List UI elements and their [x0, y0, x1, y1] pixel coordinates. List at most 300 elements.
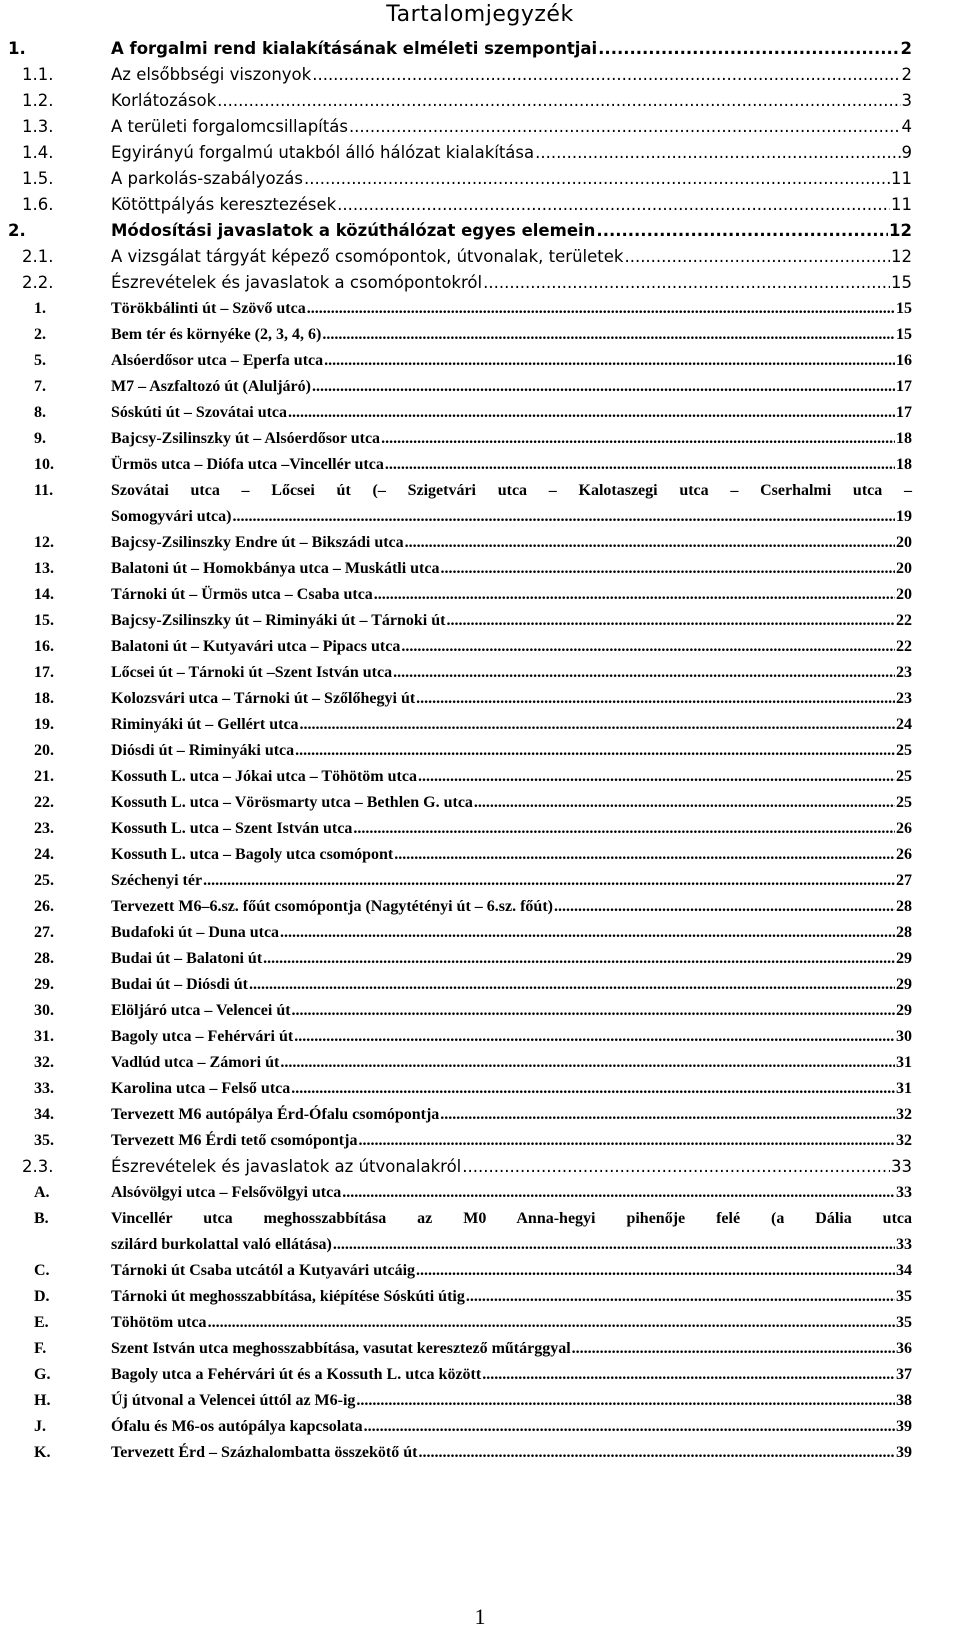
dot-leader	[333, 1232, 895, 1258]
dot-leader	[401, 634, 895, 660]
dot-leader	[624, 244, 890, 270]
toc-entry-number: 26.	[34, 898, 54, 915]
toc-entry-body	[111, 1076, 912, 1102]
toc-entry[interactable]	[0, 1076, 960, 1102]
dot-leader	[249, 972, 895, 998]
toc-entry-body	[111, 660, 912, 686]
toc-entry-page: 18	[896, 430, 912, 447]
dot-leader	[381, 426, 895, 452]
toc-entry-title: Módosítási javaslatok a közúthálózat egyes elemein	[111, 221, 596, 240]
toc-entry-number: 2.2.	[22, 273, 54, 292]
toc-entry-page: 4	[901, 117, 912, 136]
toc-entry-body	[111, 868, 912, 894]
toc-entry-title: Budafoki út – Duna utca	[111, 924, 280, 941]
toc-entry-number: 34.	[34, 1106, 54, 1123]
toc-entry-body	[111, 842, 912, 868]
toc-entry-title: Tárnoki út Csaba utcától a Kutyavári utcáig	[111, 1262, 416, 1279]
dot-leader	[483, 270, 890, 296]
toc-entry-page: 15	[896, 326, 912, 343]
toc-entry-page: 27	[896, 872, 912, 889]
dot-leader	[300, 712, 895, 738]
dot-leader	[405, 530, 895, 556]
toc-entry[interactable]	[0, 1180, 960, 1206]
toc-entry-title: Kossuth L. utca – Jókai utca – Töhötöm utca	[111, 768, 417, 785]
toc-entry-body	[111, 62, 912, 88]
toc-entry-number: 25.	[34, 872, 54, 889]
toc-entry[interactable]	[0, 1128, 960, 1154]
toc-entry[interactable]	[0, 1206, 960, 1258]
toc-entry-number: B.	[34, 1210, 49, 1227]
toc-entry-page: 33	[896, 1236, 912, 1253]
toc-entry-number: 11.	[34, 482, 54, 499]
toc-entry-title: Észrevételek és javaslatok az útvonalakról	[111, 1157, 462, 1176]
toc-entry-number: F.	[34, 1340, 47, 1357]
toc-entry-body	[111, 738, 912, 764]
toc-entry-number: 2.3.	[22, 1157, 54, 1176]
toc-entry-body	[111, 634, 912, 660]
dot-leader	[418, 764, 895, 790]
toc-entry-title: Tervezett Érd – Százhalombatta összekötő út	[111, 1444, 418, 1461]
toc-entry-number: 30.	[34, 1002, 54, 1019]
toc-entry-body	[111, 1206, 912, 1258]
toc-entry-number: 2.1.	[22, 247, 54, 266]
toc-entry-page: 29	[896, 1002, 912, 1019]
toc-entry-page: 33	[896, 1184, 912, 1201]
toc-entry-body	[111, 36, 912, 62]
toc-entry-body	[111, 1310, 912, 1336]
toc-entry[interactable]	[0, 920, 960, 946]
toc-entry-body	[111, 530, 912, 556]
toc-entry-number: C.	[34, 1262, 50, 1279]
toc-entry-title: Balatoni út – Kutyavári utca – Pipacs utca	[111, 638, 401, 655]
toc-entry-body	[111, 920, 912, 946]
toc-entry-body	[111, 894, 912, 920]
table-of-contents	[0, 36, 960, 1466]
toc-entry-title: Alsóvölgyi utca – Felsővölgyi utca	[111, 1184, 342, 1201]
toc-entry[interactable]	[0, 426, 960, 452]
toc-entry-title: Ürmös utca – Diófa utca –Vincellér utca	[111, 456, 384, 473]
toc-entry-title: Riminyáki út – Gellért utca	[111, 716, 299, 733]
toc-entry[interactable]	[0, 1336, 960, 1362]
toc-entry-number: 7.	[34, 378, 46, 395]
dot-leader	[291, 1076, 895, 1102]
toc-entry-body	[111, 556, 912, 582]
toc-entry-number: 1.	[8, 39, 26, 58]
toc-entry-page: 20	[896, 534, 912, 551]
toc-entry-page: 26	[896, 846, 912, 863]
toc-entry-title: Balatoni út – Homokbánya utca – Muskátli utca	[111, 560, 440, 577]
toc-entry-title-continued: szilárd burkolattal való ellátása)	[111, 1236, 332, 1253]
dot-leader	[358, 1128, 895, 1154]
toc-entry-title: Széchenyi tér	[111, 872, 203, 889]
toc-entry-number: 31.	[34, 1028, 54, 1045]
dot-leader	[280, 920, 895, 946]
toc-entry-title: Vadlúd utca – Zámori út	[111, 1054, 280, 1071]
dot-leader	[263, 946, 895, 972]
toc-entry-number: A.	[34, 1184, 50, 1201]
dot-leader	[474, 790, 895, 816]
dot-leader	[203, 868, 895, 894]
toc-entry-page: 38	[896, 1392, 912, 1409]
dot-leader	[466, 1284, 895, 1310]
toc-entry[interactable]	[0, 1102, 960, 1128]
dot-leader	[353, 816, 895, 842]
dot-leader	[598, 36, 899, 62]
toc-entry[interactable]	[0, 1154, 960, 1180]
dot-leader	[307, 296, 895, 322]
toc-entry-page: 11	[891, 169, 912, 188]
toc-entry-body	[111, 322, 912, 348]
dot-leader	[288, 400, 895, 426]
toc-entry-body	[111, 712, 912, 738]
toc-entry-body	[111, 1024, 912, 1050]
toc-entry-body	[111, 608, 912, 634]
toc-entry-page: 25	[896, 742, 912, 759]
toc-entry-page: 17	[896, 378, 912, 395]
toc-entry-page: 11	[891, 195, 912, 214]
toc-entry-number: 8.	[34, 404, 46, 421]
toc-entry[interactable]	[0, 452, 960, 478]
toc-entry[interactable]	[0, 296, 960, 322]
toc-entry[interactable]	[0, 36, 960, 62]
dot-leader	[385, 452, 895, 478]
toc-entry-body	[111, 1050, 912, 1076]
toc-entry-title: Szovátai utca – Lőcsei út (– Szigetvári utca – Kalotaszegi utca – Cserhalmi utca –	[111, 482, 912, 499]
toc-entry-page: 35	[896, 1288, 912, 1305]
dot-leader	[364, 1414, 895, 1440]
toc-entry-body	[111, 1284, 912, 1310]
toc-entry-number: 20.	[34, 742, 54, 759]
toc-entry-page: 15	[891, 273, 912, 292]
toc-entry-page: 35	[896, 1314, 912, 1331]
toc-entry-body	[111, 686, 912, 712]
toc-entry-page: 34	[896, 1262, 912, 1279]
dot-leader	[416, 1258, 895, 1284]
toc-entry-page: 22	[896, 638, 912, 655]
toc-entry-number: 24.	[34, 846, 54, 863]
toc-entry-body	[111, 1258, 912, 1284]
toc-entry[interactable]	[0, 88, 960, 114]
toc-entry-title: Elöljáró utca – Velencei út	[111, 1002, 291, 1019]
toc-entry-title: Törökbálinti út – Szövő utca	[111, 300, 306, 317]
dot-leader	[208, 1310, 895, 1336]
toc-entry[interactable]	[0, 842, 960, 868]
toc-entry[interactable]	[0, 62, 960, 88]
toc-entry-title: Egyirányú forgalmú utakból álló hálózat kialakítása	[111, 143, 535, 162]
toc-entry-title: Bem tér és környéke (2, 3, 4, 6)	[111, 326, 322, 343]
toc-entry[interactable]	[0, 790, 960, 816]
toc-entry[interactable]	[0, 270, 960, 296]
toc-entry-body	[111, 972, 912, 998]
toc-entry-page: 2	[901, 65, 912, 84]
toc-entry[interactable]	[0, 1362, 960, 1388]
toc-entry[interactable]	[0, 140, 960, 166]
toc-entry-title: Tervezett M6 autópálya Érd-Ófalu csomópontja	[111, 1106, 440, 1123]
toc-entry-body	[111, 348, 912, 374]
toc-entry-body	[111, 88, 912, 114]
toc-entry-number: 29.	[34, 976, 54, 993]
toc-entry-body	[111, 582, 912, 608]
toc-entry-number: E.	[34, 1314, 49, 1331]
toc-title: Tartalomjegyzék	[386, 2, 574, 27]
toc-entry-title: Budai út – Balatoni út	[111, 950, 263, 967]
toc-entry[interactable]	[0, 192, 960, 218]
toc-entry-body	[111, 1154, 912, 1180]
toc-entry-number: 1.3.	[22, 117, 54, 136]
toc-entry-number: 27.	[34, 924, 54, 941]
toc-entry-body	[111, 1388, 912, 1414]
toc-entry-title: Az elsőbbségi viszonyok	[111, 65, 312, 84]
dot-leader	[322, 322, 895, 348]
toc-entry-body	[111, 1180, 912, 1206]
toc-entry-page: 23	[896, 664, 912, 681]
toc-entry-number: 22.	[34, 794, 54, 811]
toc-entry-page: 31	[896, 1080, 912, 1097]
toc-entry-title: Kossuth L. utca – Vörösmarty utca – Bethlen G. utca	[111, 794, 473, 811]
toc-entry-title: Kossuth L. utca – Szent István utca	[111, 820, 353, 837]
toc-entry-body	[111, 296, 912, 322]
toc-entry-number: 9.	[34, 430, 46, 447]
toc-entry[interactable]	[0, 400, 960, 426]
toc-entry-title: Kötöttpályás keresztezések	[111, 195, 337, 214]
toc-entry[interactable]	[0, 1310, 960, 1336]
toc-entry-title-continued: Somogyvári utca)	[111, 508, 232, 525]
toc-entry-title: Bajcsy-Zsilinszky Endre út – Bikszádi utca	[111, 534, 404, 551]
toc-entry-page: 29	[896, 976, 912, 993]
toc-entry-page: 16	[896, 352, 912, 369]
toc-entry-page: 22	[896, 612, 912, 629]
dot-leader	[440, 556, 895, 582]
dot-leader	[280, 1050, 895, 1076]
toc-entry[interactable]	[0, 1024, 960, 1050]
toc-entry[interactable]	[0, 1440, 960, 1466]
toc-entry[interactable]	[0, 478, 960, 530]
toc-entry-page: 20	[896, 560, 912, 577]
dot-leader	[295, 738, 895, 764]
toc-entry[interactable]	[0, 114, 960, 140]
toc-entry-number: 17.	[34, 664, 54, 681]
toc-entry-page: 12	[889, 221, 912, 240]
toc-entry[interactable]	[0, 218, 960, 244]
toc-entry-number: 14.	[34, 586, 54, 603]
toc-entry-title: A területi forgalomcsillapítás	[111, 117, 348, 136]
toc-entry[interactable]	[0, 764, 960, 790]
toc-entry[interactable]	[0, 686, 960, 712]
toc-entry-number: J.	[34, 1418, 46, 1435]
toc-entry-title: Alsóerdősor utca – Eperfa utca	[111, 352, 324, 369]
toc-entry-number: 32.	[34, 1054, 54, 1071]
dot-leader	[462, 1154, 890, 1180]
toc-entry[interactable]	[0, 712, 960, 738]
dot-leader	[374, 582, 895, 608]
toc-entry-page: 12	[891, 247, 912, 266]
toc-entry-number: 18.	[34, 690, 54, 707]
dot-leader	[342, 1180, 895, 1206]
toc-entry-page: 33	[891, 1157, 912, 1176]
toc-entry-title: Észrevételek és javaslatok a csomópontokról	[111, 273, 483, 292]
toc-entry-number: 13.	[34, 560, 54, 577]
toc-entry-page: 20	[896, 586, 912, 603]
toc-entry-title: Lőcsei út – Tárnoki út –Szent István utca	[111, 664, 393, 681]
toc-entry[interactable]	[0, 1258, 960, 1284]
dot-leader	[446, 608, 895, 634]
toc-entry-number: 2.	[34, 326, 46, 343]
toc-entry[interactable]	[0, 322, 960, 348]
toc-entry-body	[111, 192, 912, 218]
toc-entry-number: 1.1.	[22, 65, 54, 84]
toc-entry[interactable]	[0, 374, 960, 400]
toc-entry-body	[111, 764, 912, 790]
toc-entry[interactable]	[0, 1050, 960, 1076]
toc-entry-title: Tárnoki út – Ürmös utca – Csaba utca	[111, 586, 373, 603]
toc-entry-body	[111, 374, 912, 400]
toc-entry-title: Új útvonal a Velencei úttól az M6-ig	[111, 1392, 356, 1409]
toc-entry-number: 1.2.	[22, 91, 54, 110]
toc-entry-body	[111, 1414, 912, 1440]
toc-entry-body	[111, 270, 912, 296]
toc-entry-page: 36	[896, 1340, 912, 1357]
toc-entry[interactable]	[0, 660, 960, 686]
toc-entry-page: 19	[896, 508, 912, 525]
toc-entry-body	[111, 478, 912, 530]
toc-entry-page: 2	[900, 39, 912, 58]
dot-leader	[535, 140, 900, 166]
toc-entry-body	[111, 1102, 912, 1128]
toc-entry-number: 33.	[34, 1080, 54, 1097]
toc-entry-body	[111, 1362, 912, 1388]
toc-entry-title: A forgalmi rend kialakításának elméleti szempontjai	[111, 39, 598, 58]
dot-leader	[596, 218, 888, 244]
toc-entry-title: Kolozsvári utca – Tárnoki út – Szőlőhegyi út	[111, 690, 416, 707]
toc-entry-page: 30	[896, 1028, 912, 1045]
dot-leader	[356, 1388, 895, 1414]
toc-entry-number: 10.	[34, 456, 54, 473]
dot-leader	[292, 998, 895, 1024]
toc-entry-number: 35.	[34, 1132, 54, 1149]
dot-leader	[418, 1440, 895, 1466]
toc-entry-title: Budai út – Diósdi út	[111, 976, 248, 993]
toc-entry-body	[111, 218, 912, 244]
page-number: 1	[474, 1604, 486, 1629]
toc-entry-title: A parkolás-szabályozás	[111, 169, 303, 188]
toc-entry-page: 39	[896, 1444, 912, 1461]
toc-entry-page: 15	[896, 300, 912, 317]
toc-entry-number: K.	[34, 1444, 51, 1461]
toc-entry-title: Bagoly utca a Fehérvári út és a Kossuth L. utca között	[111, 1366, 482, 1383]
toc-entry-title: M7 – Aszfaltozó út (Aluljáró)	[111, 378, 311, 395]
toc-entry[interactable]	[0, 946, 960, 972]
dot-leader	[482, 1362, 895, 1388]
toc-entry-number: 19.	[34, 716, 54, 733]
toc-entry-number: 28.	[34, 950, 54, 967]
dot-leader	[304, 166, 890, 192]
toc-entry-title: Szent István utca meghosszabbítása, vasutat keresztező műtárggyal	[111, 1340, 571, 1357]
toc-entry[interactable]	[0, 738, 960, 764]
toc-entry-body	[111, 400, 912, 426]
toc-entry-title: Sóskúti út – Szovátai utca	[111, 404, 288, 421]
toc-entry-body	[111, 140, 912, 166]
toc-entry-page: 25	[896, 794, 912, 811]
toc-entry-body	[111, 790, 912, 816]
toc-entry[interactable]	[0, 816, 960, 842]
toc-entry-title: Ófalu és M6-os autópálya kapcsolata	[111, 1418, 363, 1435]
toc-entry-body	[111, 998, 912, 1024]
toc-entry-page: 28	[896, 924, 912, 941]
toc-entry[interactable]	[0, 634, 960, 660]
toc-entry[interactable]	[0, 998, 960, 1024]
toc-entry[interactable]	[0, 868, 960, 894]
dot-leader	[312, 62, 900, 88]
toc-entry-page: 18	[896, 456, 912, 473]
toc-entry-number: 23.	[34, 820, 54, 837]
toc-entry-page: 39	[896, 1418, 912, 1435]
toc-entry-number: 5.	[34, 352, 46, 369]
toc-entry[interactable]	[0, 608, 960, 634]
toc-entry[interactable]	[0, 348, 960, 374]
toc-entry[interactable]	[0, 530, 960, 556]
toc-entry-page: 24	[896, 716, 912, 733]
toc-entry-number: 21.	[34, 768, 54, 785]
toc-entry[interactable]	[0, 972, 960, 998]
toc-entry-number: 15.	[34, 612, 54, 629]
toc-entry-page: 3	[901, 91, 912, 110]
toc-entry-title: Töhötöm utca	[111, 1314, 207, 1331]
toc-entry-title: Kossuth L. utca – Bagoly utca csomópont	[111, 846, 394, 863]
toc-entry-page: 23	[896, 690, 912, 707]
toc-entry[interactable]	[0, 244, 960, 270]
toc-entry-title: Korlátozások	[111, 91, 217, 110]
dot-leader	[217, 88, 900, 114]
toc-entry-page: 26	[896, 820, 912, 837]
toc-entry-body	[111, 816, 912, 842]
toc-entry-page: 32	[896, 1132, 912, 1149]
dot-leader	[312, 374, 895, 400]
toc-entry[interactable]	[0, 894, 960, 920]
toc-entry-number: H.	[34, 1392, 51, 1409]
toc-entry-page: 32	[896, 1106, 912, 1123]
toc-entry-title: Karolina utca – Felső utca	[111, 1080, 291, 1097]
dot-leader	[324, 348, 895, 374]
toc-entry[interactable]	[0, 1414, 960, 1440]
toc-entry-number: 1.6.	[22, 195, 54, 214]
toc-entry-title: Bajcsy-Zsilinszky út – Riminyáki út – Tárnoki út	[111, 612, 446, 629]
toc-entry[interactable]	[0, 582, 960, 608]
toc-entry-title: Diósdi út – Riminyáki utca	[111, 742, 295, 759]
toc-entry-number: D.	[34, 1288, 50, 1305]
toc-entry-title: A vizsgálat tárgyát képező csomópontok, útvonalak, területek	[111, 247, 624, 266]
toc-entry-body	[111, 1128, 912, 1154]
toc-entry-title: Bagoly utca – Fehérvári út	[111, 1028, 294, 1045]
toc-entry-body	[111, 1440, 912, 1466]
toc-entry-title: Tárnoki út meghosszabbítása, kiépítése Sóskúti útig	[111, 1288, 465, 1305]
toc-entry[interactable]	[0, 166, 960, 192]
toc-entry-body	[111, 452, 912, 478]
toc-entry[interactable]	[0, 1388, 960, 1414]
toc-entry-number: G.	[34, 1366, 51, 1383]
toc-entry-title: Tervezett M6 Érdi tető csomópontja	[111, 1132, 358, 1149]
toc-entry[interactable]	[0, 556, 960, 582]
toc-entry-title: Tervezett M6–6.sz. főút csomópontja (Nagytétényi út – 6.sz. főút)	[111, 898, 553, 915]
dot-leader	[572, 1336, 895, 1362]
dot-leader	[232, 504, 895, 530]
toc-entry-body	[111, 1336, 912, 1362]
toc-entry-page: 9	[901, 143, 912, 162]
toc-entry[interactable]	[0, 1284, 960, 1310]
toc-entry-number: 12.	[34, 534, 54, 551]
toc-entry-body	[111, 244, 912, 270]
dot-leader	[416, 686, 895, 712]
dot-leader	[349, 114, 901, 140]
